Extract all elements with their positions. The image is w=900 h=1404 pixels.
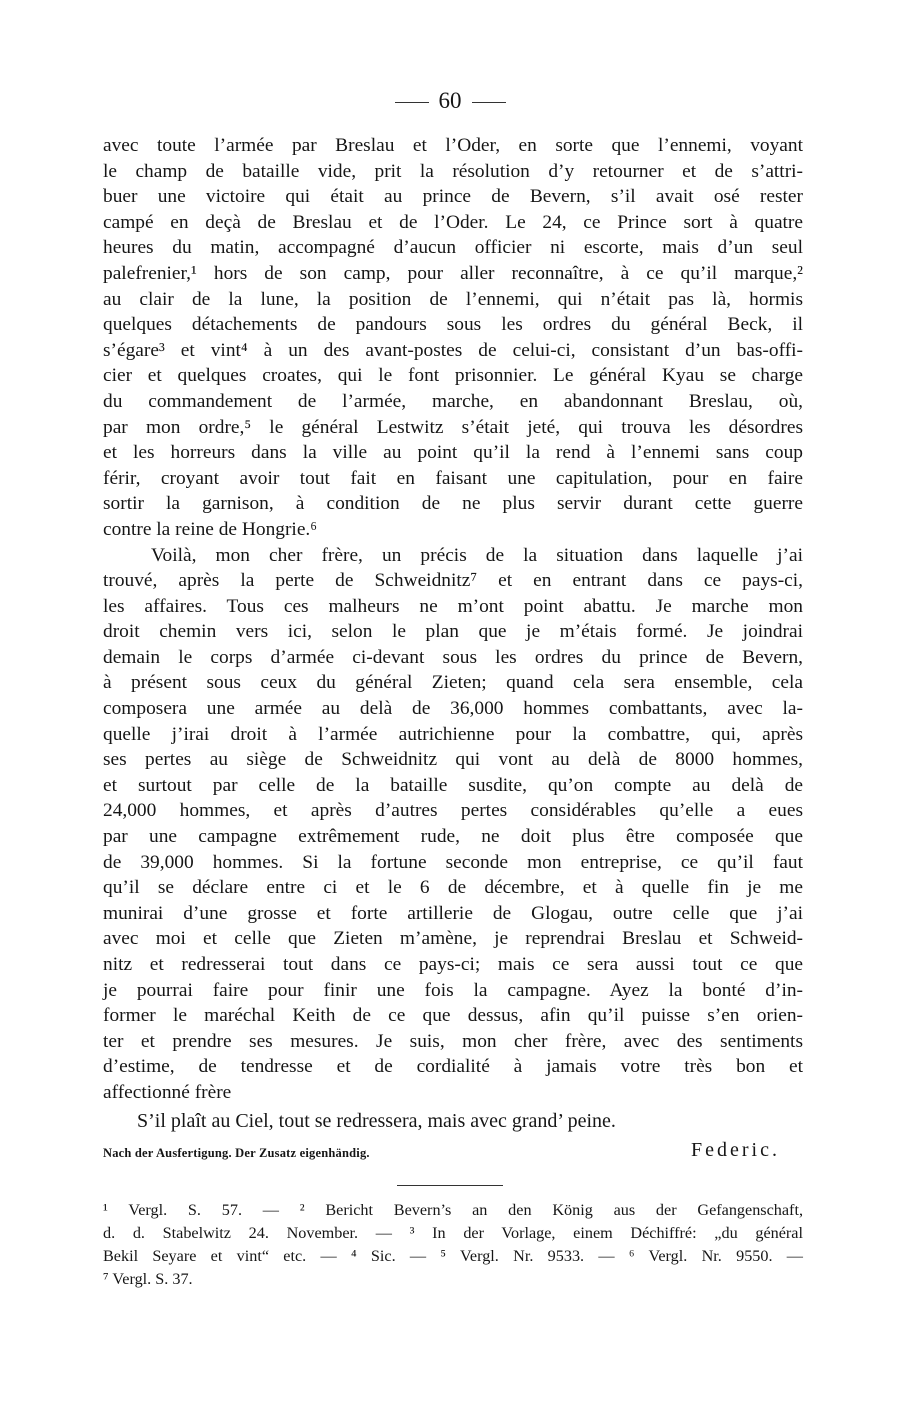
- body-line: munirai d’une grosse et forte artillerie de Glogau, outre celle que j’ai: [103, 902, 803, 924]
- body-line: 24,000 hommes, et après d’autres pertes considérables qu’elle a eues: [103, 800, 803, 822]
- body-line: et surtout par celle de la bataille susdite, qu’on compte au delà de: [103, 774, 803, 796]
- body-line: d’estime, de tendresse et de cordialité à jamais votre très bon et: [103, 1056, 803, 1078]
- body-line: palefrenier,¹ hors de son camp, pour aller reconnaître, à ce qu’il marque,²: [103, 262, 803, 284]
- body-line: avec toute l’armée par Breslau et l’Oder, en sorte que l’ennemi, voyant: [103, 135, 803, 156]
- body-line: sortir la garnison, à condition de ne plus servir durant cette guerre: [103, 493, 803, 515]
- closing-postscript: S’il plaît au Ciel, tout se redressera, mais avec grand’ peine.: [137, 1110, 616, 1132]
- body-line: et les horreurs dans la ville au point qu’il la rend à l’ennemi sans coup: [103, 442, 803, 464]
- body-line: affectionné frère: [103, 1081, 232, 1103]
- body-line: férir, croyant avoir tout fait en faisant une capitulation, pour en faire: [103, 467, 803, 489]
- footnote-line: ¹ Vergl. S. 57. — ² Bericht Bevern’s an den König aus der Gefangenschaft,: [103, 1201, 803, 1219]
- page-number-header: [0, 88, 900, 114]
- body-line: à présent sous ceux du général Zieten; quand cela sera ensemble, cela: [103, 672, 803, 694]
- body-line: trouvé, après la perte de Schweidnitz⁷ et en entrant dans ce pays-ci,: [103, 570, 803, 592]
- letter-body: [103, 133, 803, 1106]
- left-dash: [395, 102, 429, 103]
- body-line: campé en deçà de Breslau et de l’Oder. Le 24, ce Prince sort à quatre: [103, 211, 803, 233]
- body-line: contre la reine de Hongrie.⁶: [103, 518, 318, 540]
- body-line: nitz et redresserai tout dans ce pays-ci; mais ce sera aussi tout ce que: [103, 954, 803, 975]
- signature: Federic.: [691, 1139, 780, 1161]
- body-line: former le maréchal Keith de ce que dessus, afin qu’il puisse s’en orien-: [103, 1005, 803, 1027]
- body-line: Voilà, mon cher frère, un précis de la situation dans laquelle j’ai: [151, 544, 803, 566]
- body-line: au clair de la lune, la position de l’ennemi, qui n’était pas là, hormis: [103, 288, 803, 310]
- body-line: ses pertes au siège de Schweidnitz qui vont au delà de 8000 hommes,: [103, 749, 803, 771]
- body-line: buer une victoire qui était au prince de Bevern, s’il avait osé rester: [103, 186, 803, 208]
- body-line: composera une armée au delà de 36,000 hommes combattants, avec la-: [103, 698, 803, 720]
- footnote-line: d. d. Stabelwitz 24. November. — ³ In der Vorlage, einem Déchiffré: „du général: [103, 1224, 803, 1242]
- right-dash: [472, 102, 506, 103]
- body-line: quelques détachements de pandours sous les ordres du général Beck, il: [103, 314, 803, 336]
- body-line: avec moi et celle que Zieten m’amène, je reprendrai Breslau et Schweid-: [103, 928, 803, 950]
- footnote-line: ⁷ Vergl. S. 37.: [103, 1270, 193, 1288]
- body-line: droit chemin vers ici, selon le plan que je m’étais formé. Je joindrai: [103, 621, 803, 643]
- body-line: qu’il se déclare entre ci et le 6 de décembre, et à quelle fin je me: [103, 877, 803, 899]
- body-line: par une campagne extrêmement rude, ne doit plus être composée que: [103, 826, 803, 848]
- body-line: heures du matin, accompagné d’aucun officier ni escorte, mais d’un seul: [103, 237, 803, 259]
- body-line: cier et quelques croates, qui le font prisonnier. Le général Kyau se charge: [103, 365, 803, 387]
- page-number: 60: [438, 88, 462, 113]
- footnotes: [103, 1199, 803, 1291]
- footnote-line: Bekil Seyare et vint“ etc. — ⁴ Sic. — ⁵ Vergl. Nr. 9533. — ⁶ Vergl. Nr. 9550. —: [103, 1247, 803, 1265]
- body-line: demain le corps d’armée ci-devant sous les ordres du prince de Bevern,: [103, 646, 803, 668]
- body-line: ter et prendre ses mesures. Je suis, mon cher frère, avec des sentiments: [103, 1030, 803, 1052]
- body-line: les affaires. Tous ces malheurs ne m’ont point abattu. Je marche mon: [103, 595, 803, 617]
- body-line: par mon ordre,⁵ le général Lestwitz s’était jeté, qui trouva les désordres: [103, 416, 803, 438]
- source-note: Nach der Ausfertigung. Der Zusatz eigenhändig.: [103, 1146, 370, 1160]
- footnote-divider: [397, 1185, 503, 1186]
- body-line: quelle j’irai droit à l’armée autrichienne pour la combattre, qui, après: [103, 723, 803, 745]
- body-line: je pourrai faire pour finir une fois la campagne. Ayez la bonté d’in-: [103, 979, 803, 1001]
- body-line: le champ de bataille vide, prit la résolution d’y retourner et de s’attri-: [103, 160, 803, 182]
- body-line: de 39,000 hommes. Si la fortune seconde mon entreprise, ce qu’il faut: [103, 851, 803, 873]
- body-line: s’égare³ et vint⁴ à un des avant-postes de celui-ci, consistant d’un bas-offi-: [103, 339, 803, 361]
- body-line: du commandement de l’armée, marche, en abandonnant Breslau, où,: [103, 390, 803, 412]
